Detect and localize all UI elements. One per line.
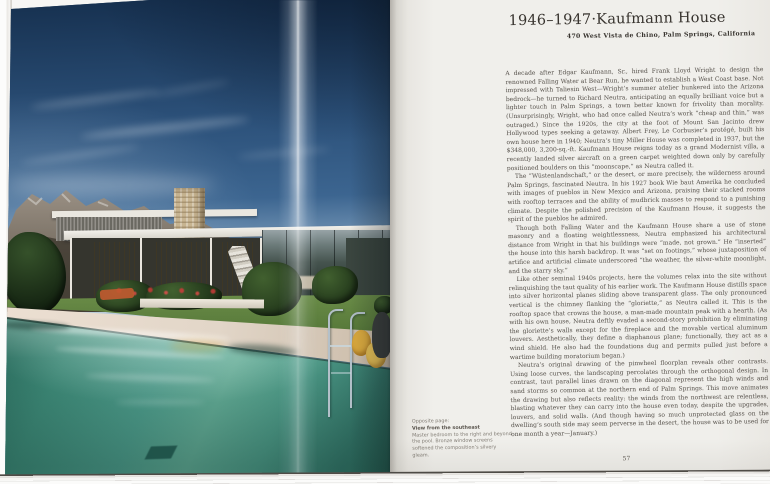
planter-wall [140,299,264,309]
page-glare-streak [278,0,318,479]
right-page-content [386,0,770,480]
pool-ladder-rung [330,345,351,347]
chapter-address: 470 West Vista de Chino, Palm Springs, California [566,30,756,41]
caption-lead: Opposite page: [411,418,450,425]
curtain-reflection [170,340,225,352]
paragraph: Neutra’s original drawing of the pinwheel floorplan reveals other contrasts. Using loose curves, the landscaping percolates through the orthogonal design. In contrast, taut parallel lines drawn on the diagonal represent the high winds and sand storms so common at the northern end of Palm Springs. This move animates the drawing but also reflects reality: the winds from the northwest are relentless, blasting whatever they can carry into the house even today, despite the upgrades, louvers, and solid walls. (And though having so much unprotected glass on the dwelling’s south side may seem perverse in the desert, the house was to be used for one month a year—January.) [510,358,769,439]
chapter-title: 1946–1947·Kaufmann House [508,9,726,30]
pool-ladder-rail [328,309,343,417]
house-reflection [115,400,205,405]
photo-caption [412,417,515,459]
gutter-side-shading [350,0,392,479]
paragraph: The “Wüstenlandschaft,” or the desert, or more precisely, the wilderness around Palm Springs, fascinated Neutra. In his 1927 book Wie baut Amerika he concluded with images of pueblos in New Mexico and Arizona, praising their stacked rooms with rooftop terraces and the ability of mudbrick masses to respond to a punishing climate. Despite the polished precision of the Kaufmann House, it suggests the spirit of the pueblos he admired. [507,169,766,224]
right-page [390,0,770,477]
mullion [70,238,72,308]
paragraph: Though both Falling Water and the Kaufmann House share a use of stone masonry and a floating weightlessness, Neutra emphasized his architectural distance from Wright in that his buildings were “made, not grown.” He “inserted” the house into this harsh backdrop. It was “set on footings,” whose juxtaposition of artifice and artificial climate underscored “the weather, the silver-white moonlight, and the starry sky.” [507,220,767,275]
caption-body: Master bedroom to the right and beyond the pool. Bronze window screens softened the composition’s silvery gleam. [412,430,512,459]
caption-heading: View from the southeast [411,424,480,432]
pool-ladder-rung [331,372,351,374]
paragraph: Like other seminal 1940s projects, here the volumes relax into the site without relinquishing the taut quality of his earlier work. The Kaufmann House distills space into silver horizontal planes sliding above transparent glass. The only pronounced vertical is the chimney flanking the “gloriette,” as Neutra called it. This is the rooftop space that crowns the house, a man-made mountain peak with a hearth. (As with his own house, Neutra deftly evaded a second-story prohibition by eliminating the gloriette’s walls except for the fireplace and the movable vertical aluminum louvers. Aesthetically, they define a diaphanous plane; functionally, they act as a wind shield. He also had the foundations dug and permits pulled just before a wartime building moratorium began.) [508,272,768,361]
body-text [505,66,769,440]
paragraph: A decade after Edgar Kaufmann, Sr., hired Frank Lloyd Wright to design the renowned Falling Water at Bear Run, he wanted to establish a West Coast base. Not impressed with Taliesin West—Wright’s summer atelier hunkered into the Arizona bedrock—he turned to Richard Neutra, anticipating an equally brilliant voice but a lighter touch in Palm Springs, a town better known for frivolity than morality. (Unsurprisingly, Wright, who had once called Neutra’s work “cheap and thin,” was outraged.) Since the 1920s, the city at the foot of Mount San Jacinto drew Hollywood types seeking a getaway. Albert Frey, Le Corbusier’s protégé, built his own house here in 1940; Neutra’s tiny Miller House was completed in 1937, but the $348,000, 3,200-sq.-ft. Kaufmann House reigns today as a grand Modernist villa, a recently landed silver aircraft on a green carpet weighted down only by carefully positioned boulders on this “moonscape,” as Neutra called it. [505,66,765,172]
page-number: 57 [622,455,631,463]
